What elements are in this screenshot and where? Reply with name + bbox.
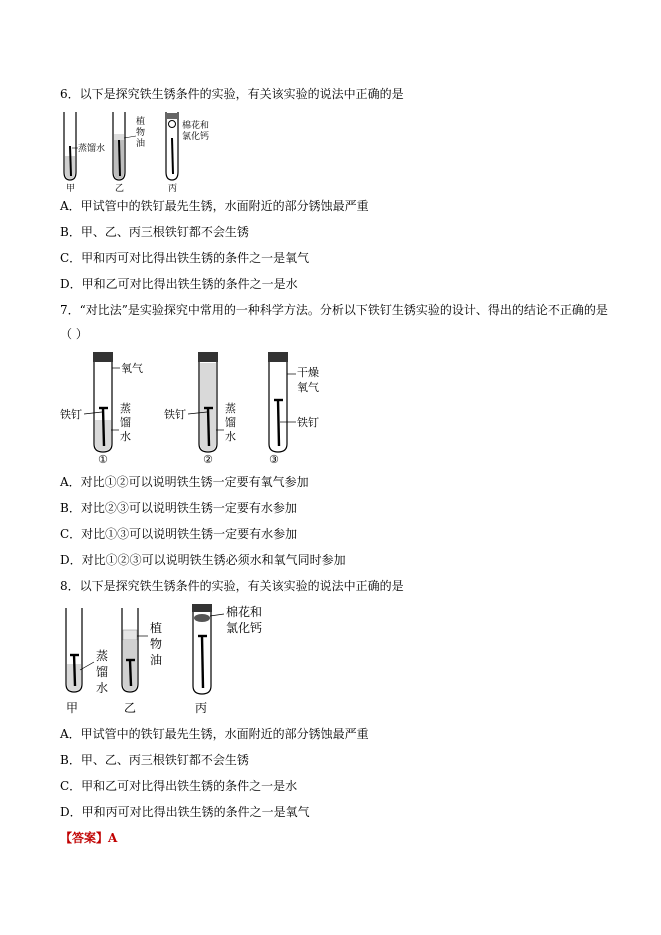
q7-stem: 7．“对比法”是实验探究中常用的一种科学方法。分析以下铁钉生锈实验的设计、得出的结论不正确的是 bbox=[60, 303, 608, 317]
q8-label-tube-a: 甲 bbox=[66, 701, 79, 715]
q7-label-dry-2: 氧气 bbox=[297, 381, 319, 394]
q8-label-water-2: 馏 bbox=[96, 665, 109, 679]
answer bbox=[60, 830, 117, 846]
q6-label-oil-2: 物 bbox=[136, 128, 146, 138]
q7-label-dry-1: 干燥 bbox=[297, 366, 319, 379]
q7-label-n3: ③ bbox=[269, 453, 279, 466]
q6-label-cotton-1: 棉花和 bbox=[182, 121, 210, 131]
q7-label-water-2a: 蒸 bbox=[225, 402, 236, 415]
q6-option-c: C．甲和丙可对比得出铁生锈的条件之一是氧气 bbox=[60, 251, 310, 265]
q7-label-water-1a: 蒸 bbox=[120, 402, 131, 415]
q8-option-a: A．甲试管中的铁钉最先生锈，水面附近的部分锈蚀最严重 bbox=[60, 727, 369, 741]
q7-label-oxygen: 氧气 bbox=[121, 362, 143, 375]
q8-label-cotton-1: 棉花和 bbox=[226, 605, 263, 619]
q8-option-b: B．甲、乙、丙三根铁钉都不会生锈 bbox=[60, 753, 249, 767]
q7-option-a: A．对比①②可以说明铁生锈一定要有氧气参加 bbox=[60, 475, 309, 489]
answer-tag: 【答案】 bbox=[60, 831, 109, 845]
q6-label-oil-1: 植 bbox=[136, 117, 146, 127]
q8-figure bbox=[58, 600, 278, 719]
q7-tube-2 bbox=[198, 352, 218, 452]
q6-option-d: D．甲和乙可对比得出铁生锈的条件之一是水 bbox=[60, 277, 298, 291]
q8-label-oil-2: 物 bbox=[150, 637, 163, 651]
q6-label-oil-3: 油 bbox=[136, 139, 146, 149]
q7-label-water-1c: 水 bbox=[120, 430, 131, 443]
q6-figure bbox=[58, 108, 228, 194]
q7-figure bbox=[58, 348, 338, 469]
q8-tube-a bbox=[66, 608, 82, 692]
q7-label-nail-2: 铁钉 bbox=[164, 408, 186, 421]
q7-option-c: C．对比①③可以说明铁生锈一定要有水参加 bbox=[60, 527, 298, 541]
q8-label-water-3: 水 bbox=[96, 681, 109, 695]
q6-tube-b bbox=[113, 112, 125, 180]
q6-tube-a bbox=[64, 112, 76, 180]
q6-option-a: A．甲试管中的铁钉最先生锈，水面附近的部分锈蚀最严重 bbox=[60, 199, 369, 213]
q7-paren: （ ） bbox=[60, 327, 88, 341]
q6-stem: 6．以下是探究铁生锈条件的实验，有关该实验的说法中正确的是 bbox=[60, 87, 404, 101]
q8-label-tube-b: 乙 bbox=[124, 701, 137, 715]
q6-label-cotton-2: 氯化钙 bbox=[182, 132, 210, 142]
q7-label-water-2b: 馏 bbox=[225, 416, 236, 429]
q7-tube-3 bbox=[268, 352, 288, 452]
answer-value: A bbox=[108, 831, 118, 845]
q8-tube-b bbox=[122, 608, 138, 692]
q7-label-nail-3: 铁钉 bbox=[297, 416, 319, 429]
q8-tube-c bbox=[192, 604, 212, 694]
q6-label-tube-c: 丙 bbox=[168, 184, 178, 194]
q7-label-n1: ① bbox=[98, 453, 108, 466]
q8-label-cotton-2: 氯化钙 bbox=[226, 621, 263, 635]
q7-option-b: B．对比②③可以说明铁生锈一定要有水参加 bbox=[60, 501, 297, 515]
q6-tube-c bbox=[166, 112, 178, 180]
q8-stem: 8．以下是探究铁生锈条件的实验，有关该实验的说法中正确的是 bbox=[60, 579, 404, 593]
q6-label-tube-a: 甲 bbox=[66, 184, 76, 194]
q7-option-d: D．对比①②③可以说明铁生锈必须水和氧气同时参加 bbox=[60, 553, 346, 567]
q6-label-tube-b: 乙 bbox=[115, 184, 125, 194]
q8-label-water-1: 蒸 bbox=[96, 649, 109, 663]
q7-tube-1 bbox=[93, 352, 113, 452]
q8-option-d: D．甲和丙可对比得出铁生锈的条件之一是氧气 bbox=[60, 805, 310, 819]
q8-label-tube-c: 丙 bbox=[195, 701, 208, 715]
q8-label-oil-3: 油 bbox=[150, 653, 163, 667]
q6-option-b: B．甲、乙、丙三根铁钉都不会生锈 bbox=[60, 225, 249, 239]
q7-label-nail-1: 铁钉 bbox=[60, 408, 82, 421]
q8-label-oil-1: 植 bbox=[150, 621, 163, 635]
q8-option-c: C．甲和乙可对比得出铁生锈的条件之一是水 bbox=[60, 779, 298, 793]
q7-label-water-1b: 馏 bbox=[120, 416, 131, 429]
q7-label-n2: ② bbox=[203, 453, 213, 466]
q7-label-water-2c: 水 bbox=[225, 430, 236, 443]
q6-label-water: 蒸馏水 bbox=[78, 144, 106, 154]
